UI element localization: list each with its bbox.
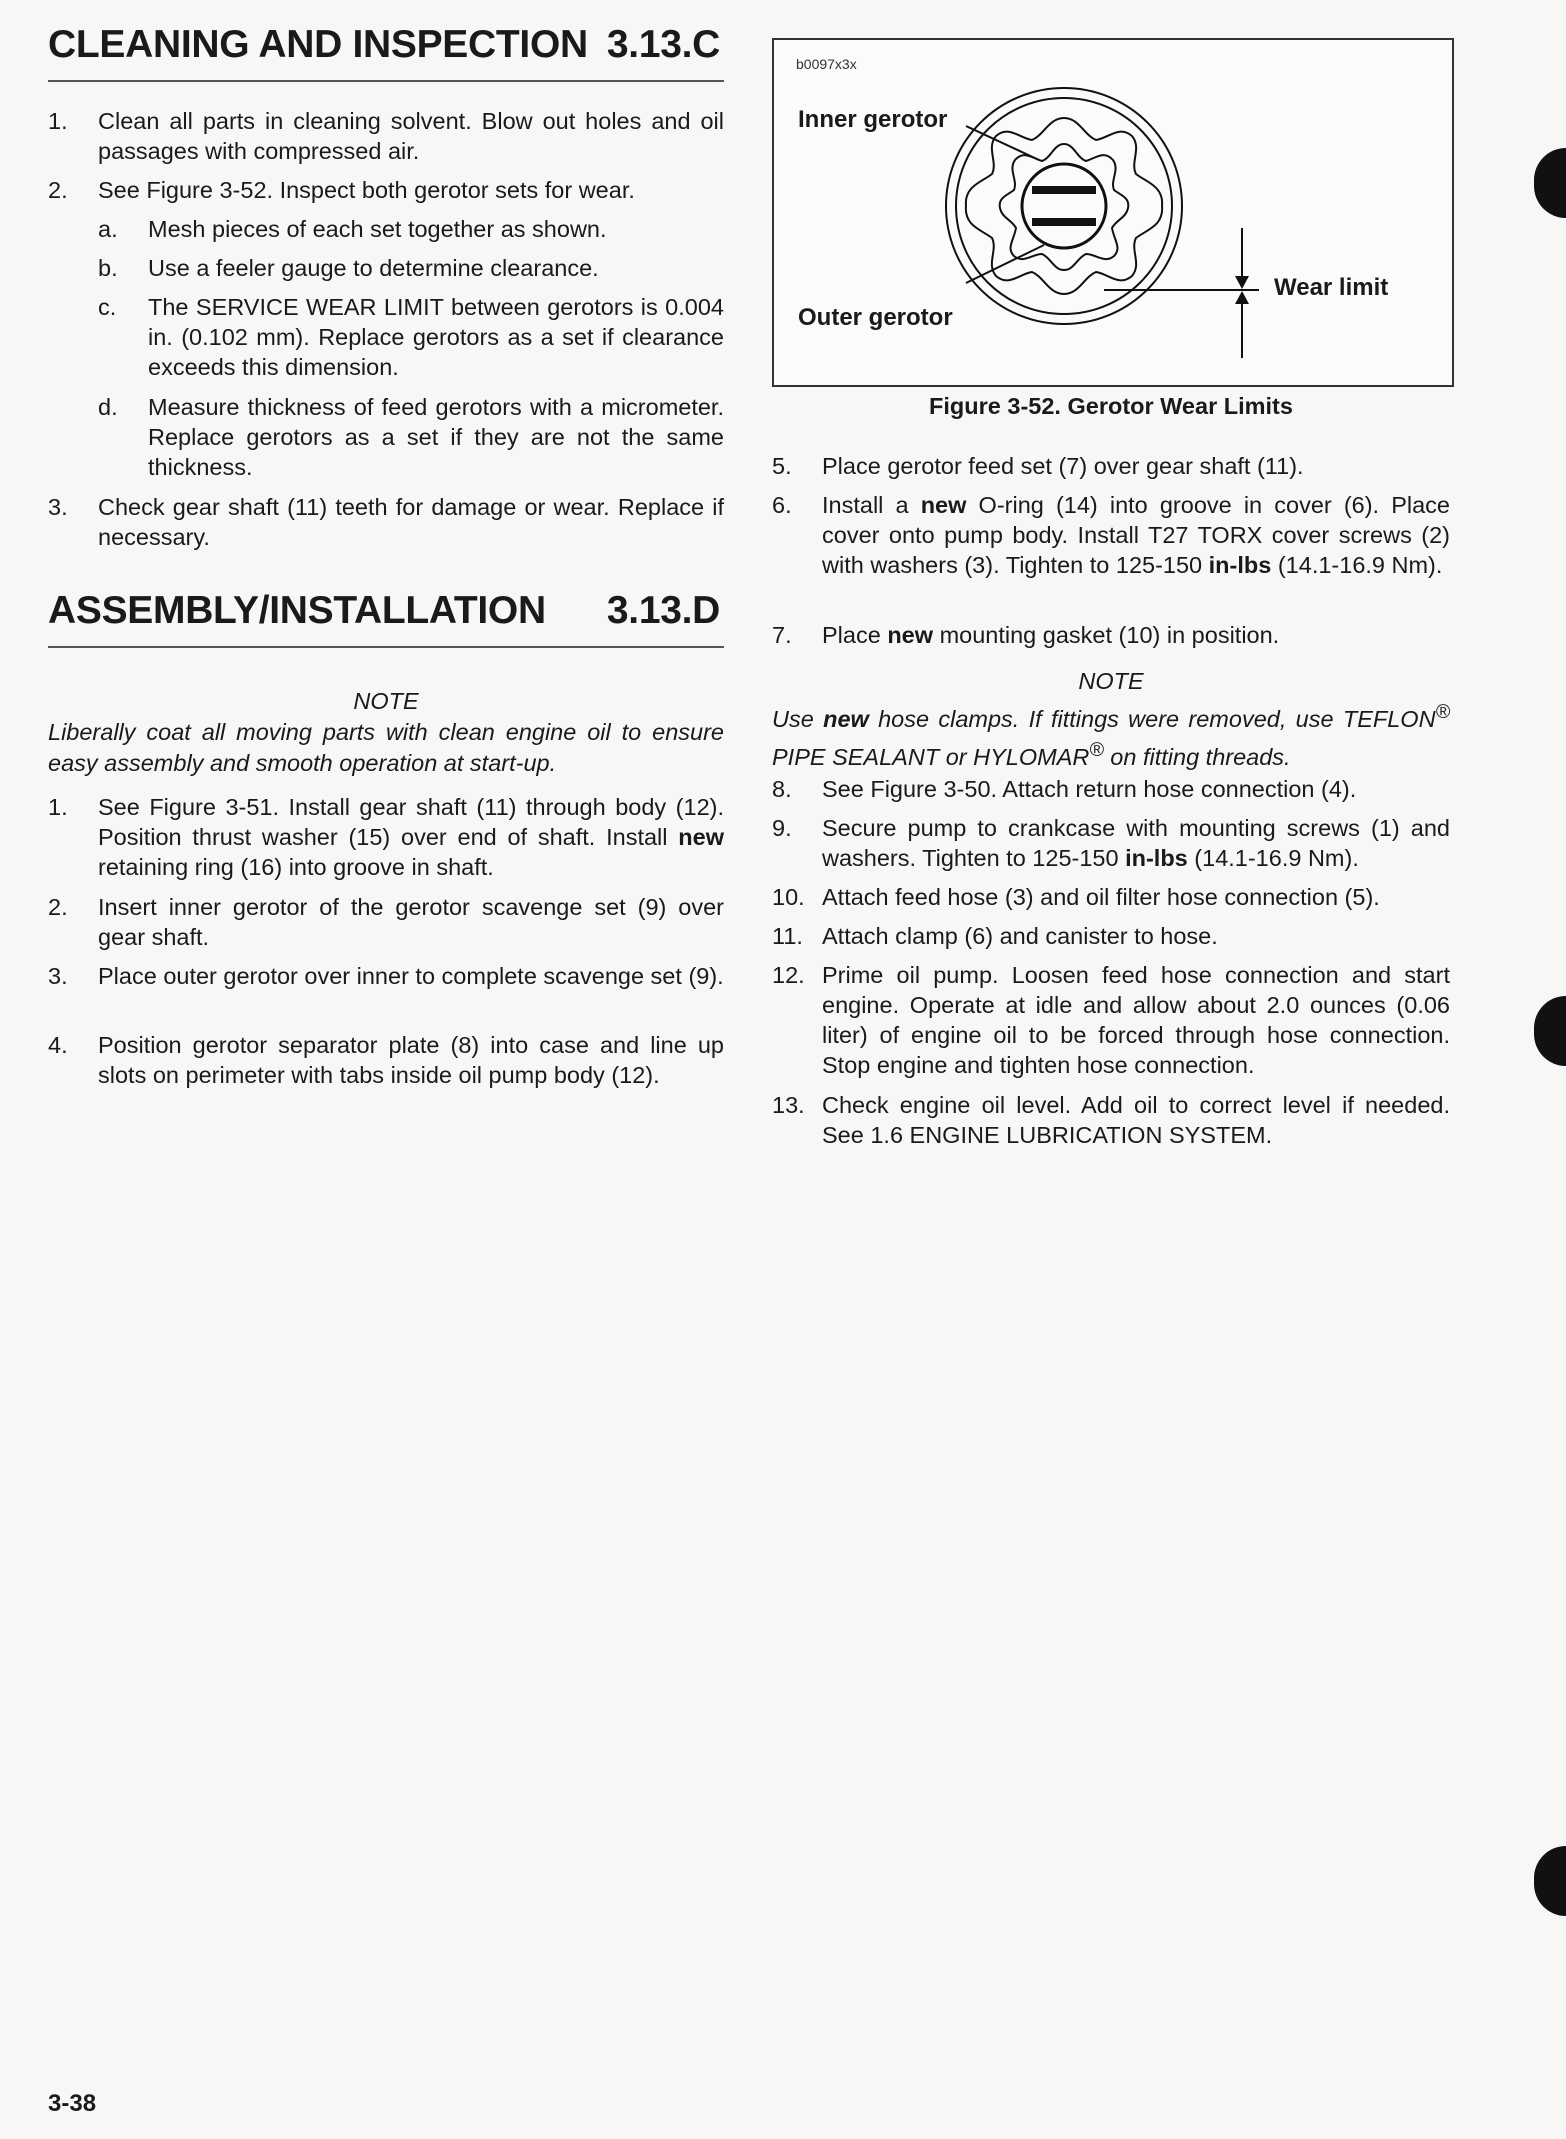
item-number: 1.	[48, 794, 68, 820]
item-text: Secure pump to crankcase with mounting screws (1) and washers. Tighten to 125-150 in-lbs (14.1-16.9 Nm).	[822, 815, 1450, 871]
list-item	[48, 492, 724, 552]
list-item	[772, 774, 1450, 804]
item-text: Insert inner gerotor of the gerotor scavenge set (9) over gear shaft.	[98, 894, 724, 950]
page-number: 3-38	[48, 2090, 97, 2117]
item-text: Clean all parts in cleaning solvent. Blow out holes and oil passages with compressed air.	[98, 108, 724, 164]
item-text: Place gerotor feed set (7) over gear shaft (11).	[822, 453, 1304, 479]
item-number: 6.	[772, 492, 792, 518]
outer-gerotor-label: Outer gerotor	[798, 304, 953, 331]
sub-item	[48, 392, 724, 482]
list-item	[772, 1090, 1450, 1150]
binder-tab	[1534, 1846, 1566, 1916]
binder-tab	[1534, 148, 1566, 218]
item-number: 11.	[772, 923, 803, 949]
section-heading-cleaning	[48, 22, 724, 82]
item-number: 13.	[772, 1092, 805, 1118]
inner-gerotor-label: Inner gerotor	[798, 106, 948, 133]
item-number: 7.	[772, 622, 792, 648]
outer-ring	[946, 88, 1182, 324]
list-item	[48, 792, 724, 882]
item-text: Place outer gerotor over inner to complete scavenge set (9).	[98, 963, 724, 989]
binder-tab	[1534, 996, 1566, 1066]
item-text: See Figure 3-52. Inspect both gerotor sets for wear.	[98, 177, 635, 203]
sub-item	[48, 292, 724, 382]
list-item	[772, 921, 1450, 951]
item-number: 3.	[48, 963, 68, 989]
list-item	[772, 620, 1450, 650]
item-number: 1.	[48, 108, 68, 134]
item-number: 2.	[48, 894, 68, 920]
section-title: ASSEMBLY/INSTALLATION	[48, 589, 546, 632]
item-letter: d.	[98, 394, 118, 420]
sub-item	[48, 253, 724, 283]
item-letter: c.	[98, 294, 117, 320]
item-letter: b.	[98, 255, 118, 281]
outer-leader	[966, 245, 1044, 283]
list-item	[48, 892, 724, 952]
list-item	[48, 961, 724, 991]
item-number: 4.	[48, 1032, 68, 1058]
item-number: 8.	[772, 776, 792, 802]
item-number: 2.	[48, 177, 68, 203]
wear-arrowhead-bottom	[1235, 291, 1249, 304]
wear-limit-label: Wear limit	[1274, 274, 1389, 301]
item-text: See Figure 3-51. Install gear shaft (11) through body (12). Position thrust washer (15) over end of shaft. Install new retaining ring (16) into groove in shaft.	[98, 794, 724, 880]
list-item	[772, 813, 1450, 873]
item-text: Install a new O-ring (14) into groove in cover (6). Place cover onto pump body. Install T27 TORX cover screws (2) with washers (3). Tighten to 125-150 in-lbs (14.1-16.9 Nm).	[822, 492, 1450, 578]
figure-id: b0097x3x	[796, 56, 857, 72]
item-text: Use a feeler gauge to determine clearance.	[148, 255, 599, 281]
section-number: 3.13.C	[606, 23, 720, 66]
list-item	[772, 490, 1450, 580]
item-text: Place new mounting gasket (10) in position.	[822, 622, 1280, 648]
shaft-flat-bottom	[1032, 218, 1096, 226]
shaft-flat-top	[1032, 186, 1096, 194]
list-item	[772, 451, 1450, 481]
note-text: Liberally coat all moving parts with clean engine oil to ensure easy assembly and smooth operation at start-up.	[48, 719, 724, 776]
item-text: Check engine oil level. Add oil to correct level if needed. See 1.6 ENGINE LUBRICATION SYSTEM.	[822, 1092, 1450, 1148]
note-heading: NOTE	[1078, 668, 1144, 694]
shaft	[1022, 164, 1106, 248]
item-number: 3.	[48, 494, 68, 520]
item-letter: a.	[98, 216, 118, 242]
item-number: 5.	[772, 453, 792, 479]
section-heading-assembly	[48, 588, 724, 648]
item-number: 12.	[772, 962, 805, 988]
item-number: 9.	[772, 815, 792, 841]
item-text: Attach feed hose (3) and oil filter hose connection (5).	[822, 884, 1380, 910]
item-text: Attach clamp (6) and canister to hose.	[822, 923, 1218, 949]
note-heading: NOTE	[353, 688, 419, 714]
list-item	[48, 106, 724, 166]
item-text: Mesh pieces of each set together as shown.	[148, 216, 607, 242]
section-number: 3.13.D	[606, 589, 720, 632]
note-text: Use new hose clamps. If fittings were removed, use TEFLON® PIPE SEALANT or HYLOMAR® on fitting threads.	[772, 701, 1450, 770]
wear-arrowhead-top	[1235, 276, 1249, 289]
item-text: Prime oil pump. Loosen feed hose connection and start engine. Operate at idle and allow about 2.0 ounces (0.06 liter) of engine oil to be forced through hose connection. Stop engine and tighten hose connection.	[822, 962, 1450, 1078]
item-number: 10.	[772, 884, 805, 910]
list-item	[48, 175, 724, 205]
outer-ring-inner	[956, 98, 1172, 314]
item-text: Measure thickness of feed gerotors with a micrometer. Replace gerotors as a set if they are not the same thickness.	[148, 394, 724, 480]
item-text: Check gear shaft (11) teeth for damage or wear. Replace if necessary.	[98, 494, 724, 550]
figure-caption: Figure 3-52. Gerotor Wear Limits	[929, 393, 1293, 419]
item-text: The SERVICE WEAR LIMIT between gerotors is 0.004 in. (0.102 mm). Replace gerotors as a set if clearance exceeds this dimension.	[148, 294, 724, 380]
figure-gerotor	[772, 38, 1454, 387]
list-item	[48, 1030, 724, 1090]
item-text: Position gerotor separator plate (8) into case and line up slots on perimeter with tabs inside oil pump body (12).	[98, 1032, 724, 1088]
list-item	[772, 882, 1450, 912]
sub-item	[48, 214, 724, 244]
section-title: CLEANING AND INSPECTION	[48, 23, 588, 66]
item-text: See Figure 3-50. Attach return hose connection (4).	[822, 776, 1357, 802]
list-item	[772, 960, 1450, 1080]
